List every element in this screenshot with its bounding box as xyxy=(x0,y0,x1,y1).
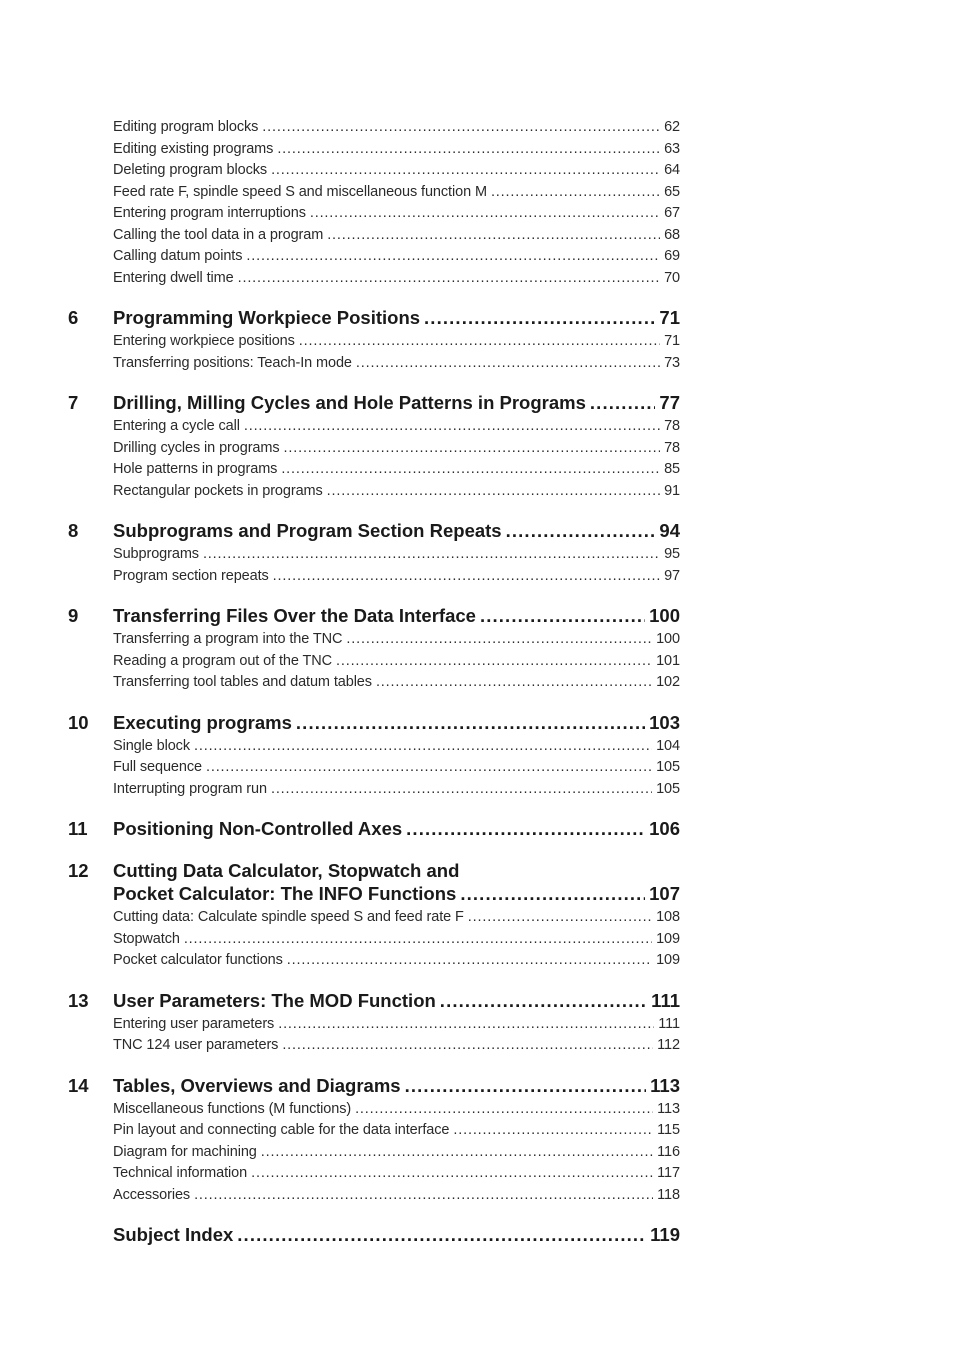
toc-entry-page: 118 xyxy=(657,1186,680,1203)
leader-dots xyxy=(506,520,656,542)
toc-entry-label: Reading a program out of the TNC xyxy=(113,652,332,669)
leader-dots xyxy=(261,1144,653,1160)
toc-entry-line xyxy=(113,1101,680,1117)
toc-entry-label: Pin layout and connecting cable for the data interface xyxy=(113,1122,450,1138)
leader-dots xyxy=(194,1187,653,1203)
toc-entry-label: Full sequence xyxy=(113,759,202,775)
toc-entry[interactable] xyxy=(0,246,954,268)
toc-entry-page: 105 xyxy=(656,780,680,797)
chapter-number: 12 xyxy=(68,860,89,881)
leader-dots xyxy=(244,418,660,434)
toc-entry[interactable] xyxy=(0,139,954,161)
toc-entry[interactable] xyxy=(0,1142,954,1164)
toc-entry[interactable] xyxy=(0,117,954,139)
toc-entry-label: Hole patterns in programs xyxy=(113,461,278,477)
chapter-heading-line xyxy=(113,520,680,542)
toc-entry-page: 64 xyxy=(664,162,680,178)
toc-entry-line xyxy=(113,440,680,456)
toc-entry-label: Editing existing programs xyxy=(113,140,274,157)
toc-entry-page: 109 xyxy=(656,930,680,947)
chapter-page: 107 xyxy=(649,883,680,904)
leader-dots xyxy=(271,162,660,178)
toc-entry-label: Deleting program blocks xyxy=(113,162,268,178)
toc-entry-page: 62 xyxy=(664,119,680,135)
leader-dots xyxy=(453,1122,653,1138)
toc-entry-page: 112 xyxy=(657,1037,680,1053)
chapter-title: Drilling, Milling Cycles and Hole Patterns in Programs xyxy=(113,392,586,413)
leader-dots xyxy=(440,990,647,1012)
leader-dots xyxy=(355,1101,653,1117)
toc-entry-page: 108 xyxy=(656,909,680,925)
leader-dots xyxy=(327,483,660,499)
chapter-number: 10 xyxy=(68,711,89,733)
chapter-heading-line xyxy=(113,712,680,734)
toc-entry-line xyxy=(113,781,680,797)
toc-entry-page: 117 xyxy=(657,1165,680,1181)
chapter-page: 71 xyxy=(659,307,680,328)
toc-entry-page: 109 xyxy=(656,952,680,968)
chapter-number: 9 xyxy=(68,605,79,626)
leader-dots xyxy=(356,355,660,371)
leader-dots xyxy=(376,674,652,690)
toc-entry-label: Miscellaneous functions (M functions) xyxy=(113,1100,352,1117)
toc-entry-page: 78 xyxy=(664,439,680,456)
table-of-contents xyxy=(0,117,954,1248)
toc-entry[interactable] xyxy=(0,1163,954,1185)
toc-entry[interactable] xyxy=(0,1035,954,1057)
leader-dots xyxy=(336,653,652,669)
toc-entry-page: 105 xyxy=(656,759,680,775)
toc-entry-label: Entering dwell time xyxy=(113,269,234,286)
toc-entry-line xyxy=(113,248,680,264)
toc-entry[interactable] xyxy=(0,1014,954,1036)
toc-entry-label: Subprograms xyxy=(113,546,199,562)
toc-entry-page: 116 xyxy=(657,1143,680,1160)
chapter-heading-line xyxy=(113,605,680,627)
leader-dots xyxy=(327,227,660,243)
leader-dots xyxy=(203,546,660,562)
toc-entry-page: 71 xyxy=(664,333,680,349)
toc-entry[interactable] xyxy=(0,353,954,375)
toc-entry[interactable] xyxy=(0,331,954,353)
toc-entry[interactable] xyxy=(0,1185,954,1207)
leader-dots xyxy=(277,141,660,157)
chapter-heading[interactable] xyxy=(0,520,954,544)
toc-entry-line xyxy=(113,162,680,178)
chapter-heading[interactable] xyxy=(0,392,954,416)
toc-entry-label: Pocket calculator functions xyxy=(113,952,283,968)
toc-entry-line xyxy=(113,333,680,349)
toc-entry[interactable] xyxy=(0,907,954,929)
toc-entry-line xyxy=(113,631,680,647)
chapter-heading-line xyxy=(113,1224,680,1246)
leader-dots xyxy=(194,738,652,754)
toc-entry-line xyxy=(113,227,680,243)
toc-entry-page: 113 xyxy=(657,1100,680,1117)
toc-entry-page: 65 xyxy=(664,183,680,200)
toc-entry-line xyxy=(113,461,680,477)
chapter-page: 119 xyxy=(650,1224,680,1245)
chapter-heading[interactable] xyxy=(0,307,954,331)
toc-entry[interactable] xyxy=(0,566,954,588)
toc-entry-page: 69 xyxy=(664,248,680,264)
chapter-page: 94 xyxy=(659,520,680,541)
leader-dots xyxy=(262,119,660,135)
toc-entry-label: Single block xyxy=(113,737,190,754)
toc-entry-line xyxy=(113,1165,680,1181)
toc-entry-line xyxy=(113,674,680,690)
leader-dots xyxy=(273,568,660,584)
chapter-title: Tables, Overviews and Diagrams xyxy=(113,1074,401,1096)
leader-dots xyxy=(271,781,652,797)
leader-dots xyxy=(460,883,645,905)
chapter-heading-line xyxy=(113,1075,680,1097)
toc-entry-page: 70 xyxy=(664,269,680,286)
toc-entry[interactable] xyxy=(0,929,954,951)
toc-entry-label: Calling datum points xyxy=(113,248,243,264)
toc-entry[interactable] xyxy=(0,225,954,247)
toc-entry-label: Technical information xyxy=(113,1165,248,1181)
toc-entry-line xyxy=(113,1122,680,1138)
chapter-number: 6 xyxy=(68,307,79,328)
leader-dots xyxy=(237,1224,646,1246)
toc-entry-label: Stopwatch xyxy=(113,930,180,947)
chapter-page: 106 xyxy=(649,818,680,839)
toc-entry-line xyxy=(113,759,680,775)
chapter-heading-line xyxy=(113,818,680,840)
leader-dots xyxy=(282,1037,653,1053)
toc-entry-page: 63 xyxy=(664,140,680,157)
toc-entry-label: TNC 124 user parameters xyxy=(113,1037,279,1053)
toc-entry-line xyxy=(113,1016,680,1032)
chapter-title: Transferring Files Over the Data Interface xyxy=(113,605,476,626)
chapter-heading[interactable] xyxy=(0,1224,954,1248)
leader-dots xyxy=(287,952,652,968)
chapter-number: 11 xyxy=(68,818,88,839)
chapter-page: 111 xyxy=(651,989,680,1011)
toc-entry-line xyxy=(113,546,680,562)
toc-entry[interactable] xyxy=(0,182,954,204)
toc-entry-page: 115 xyxy=(657,1122,680,1138)
chapter-title-line1: Cutting Data Calculator, Stopwatch and xyxy=(113,860,460,881)
toc-entry-page: 73 xyxy=(664,354,680,371)
toc-entry-line xyxy=(113,184,680,200)
toc-entry-label: Editing program blocks xyxy=(113,119,259,135)
toc-entry-label: Entering user parameters xyxy=(113,1015,275,1032)
chapter-heading-line1 xyxy=(0,860,954,883)
leader-dots xyxy=(296,712,645,734)
toc-entry-line xyxy=(113,568,680,584)
toc-entry-line xyxy=(113,270,680,286)
toc-entry-line xyxy=(113,1037,680,1053)
toc-entry-label: Rectangular pockets in programs xyxy=(113,482,323,499)
toc-entry-page: 102 xyxy=(656,674,680,690)
toc-entry-page: 68 xyxy=(664,226,680,243)
toc-entry-label: Entering program interruptions xyxy=(113,205,306,221)
chapter-heading[interactable] xyxy=(0,1075,954,1099)
toc-entry-label: Entering workpiece positions xyxy=(113,333,295,349)
toc-entry[interactable] xyxy=(0,544,954,566)
toc-entry-label: Feed rate F, spindle speed S and miscellaneous function M xyxy=(113,183,487,200)
toc-entry-line xyxy=(113,738,680,754)
chapter-heading[interactable] xyxy=(0,883,954,907)
toc-entry-label: Transferring a program into the TNC xyxy=(113,631,343,647)
chapter-number: 14 xyxy=(68,1074,89,1096)
toc-entry[interactable] xyxy=(0,1099,954,1121)
toc-entry-label: Diagram for machining xyxy=(113,1143,257,1160)
chapter-page: 103 xyxy=(649,711,680,733)
leader-dots xyxy=(406,818,645,840)
toc-entry-line xyxy=(113,1187,680,1203)
toc-entry-page: 85 xyxy=(664,461,680,477)
chapter-heading-line xyxy=(113,990,680,1012)
toc-entry-line xyxy=(113,931,680,947)
toc-entry-page: 95 xyxy=(664,546,680,562)
leader-dots xyxy=(184,931,652,947)
toc-entry-label: Accessories xyxy=(113,1186,191,1203)
leader-dots xyxy=(590,392,656,414)
toc-entry[interactable] xyxy=(0,629,954,651)
toc-entry-line xyxy=(113,952,680,968)
chapter-title: Subprograms and Program Section Repeats xyxy=(113,520,502,541)
toc-entry[interactable] xyxy=(0,416,954,438)
toc-entry-line xyxy=(113,483,680,499)
leader-dots xyxy=(281,461,660,477)
toc-entry-page: 104 xyxy=(656,737,680,754)
toc-entry-page: 101 xyxy=(656,652,680,669)
toc-entry-label: Calling the tool data in a program xyxy=(113,226,324,243)
toc-entry-label: Drilling cycles in programs xyxy=(113,439,280,456)
leader-dots xyxy=(468,909,652,925)
toc-entry-line xyxy=(113,355,680,371)
chapter-number: 13 xyxy=(68,989,89,1011)
chapter-number: 7 xyxy=(68,392,79,413)
toc-entry[interactable] xyxy=(0,438,954,460)
toc-entry-label: Interrupting program run xyxy=(113,780,267,797)
leader-dots xyxy=(246,248,660,264)
chapter-title: Pocket Calculator: The INFO Functions xyxy=(113,883,457,904)
leader-dots xyxy=(299,333,660,349)
chapter-heading[interactable] xyxy=(0,818,954,842)
leader-dots xyxy=(284,440,661,456)
toc-entry-label: Entering a cycle call xyxy=(113,418,240,434)
leader-dots xyxy=(206,759,652,775)
chapter-heading-line xyxy=(113,392,680,414)
toc-entry-line xyxy=(113,653,680,669)
toc-entry-line xyxy=(113,119,680,135)
chapter-page: 100 xyxy=(649,605,680,626)
toc-entry-page: 97 xyxy=(664,567,680,584)
toc-entry[interactable] xyxy=(0,736,954,758)
toc-entry[interactable] xyxy=(0,672,954,694)
toc-entry[interactable] xyxy=(0,203,954,225)
chapter-heading-line xyxy=(113,883,680,905)
toc-entry[interactable] xyxy=(0,757,954,779)
toc-entry[interactable] xyxy=(0,459,954,481)
chapter-heading-line xyxy=(113,307,680,329)
leader-dots xyxy=(405,1075,647,1097)
leader-dots xyxy=(310,205,660,221)
chapter-title: Positioning Non-Controlled Axes xyxy=(113,818,403,839)
toc-entry-label: Transferring tool tables and datum tables xyxy=(113,674,372,690)
leader-dots xyxy=(251,1165,653,1181)
toc-entry-label: Program section repeats xyxy=(113,567,269,584)
toc-entry-page: 111 xyxy=(658,1015,680,1032)
leader-dots xyxy=(278,1016,654,1032)
toc-entry-line xyxy=(113,1144,680,1160)
chapter-heading[interactable] xyxy=(0,712,954,736)
toc-entry-line xyxy=(113,418,680,434)
leader-dots xyxy=(491,184,660,200)
toc-entry-label: Cutting data: Calculate spindle speed S and feed rate F xyxy=(113,909,464,925)
chapter-page: 113 xyxy=(650,1074,680,1096)
toc-entry[interactable] xyxy=(0,651,954,673)
toc-entry-page: 67 xyxy=(664,205,680,221)
toc-entry-line xyxy=(113,141,680,157)
leader-dots xyxy=(346,631,652,647)
toc-entry[interactable] xyxy=(0,481,954,503)
toc-entry[interactable] xyxy=(0,160,954,182)
toc-entry[interactable] xyxy=(0,950,954,972)
leader-dots xyxy=(480,605,645,627)
chapter-page: 77 xyxy=(659,392,680,413)
chapter-title: User Parameters: The MOD Function xyxy=(113,989,436,1011)
toc-entry[interactable] xyxy=(0,268,954,290)
leader-dots xyxy=(424,307,655,329)
chapter-heading[interactable] xyxy=(0,605,954,629)
toc-entry-page: 100 xyxy=(656,631,680,647)
toc-entry-line xyxy=(113,205,680,221)
chapter-heading[interactable] xyxy=(0,990,954,1014)
toc-entry-page: 91 xyxy=(664,482,680,499)
chapter-title: Programming Workpiece Positions xyxy=(113,307,421,328)
toc-entry-page: 78 xyxy=(664,418,680,434)
chapter-number: 8 xyxy=(68,520,79,541)
leader-dots xyxy=(238,270,660,286)
toc-entry-label: Transferring positions: Teach-In mode xyxy=(113,354,352,371)
toc-entry-line xyxy=(113,909,680,925)
chapter-title: Subject Index xyxy=(113,1224,234,1245)
toc-entry[interactable] xyxy=(0,779,954,801)
chapter-title: Executing programs xyxy=(113,711,292,733)
toc-entry[interactable] xyxy=(0,1120,954,1142)
